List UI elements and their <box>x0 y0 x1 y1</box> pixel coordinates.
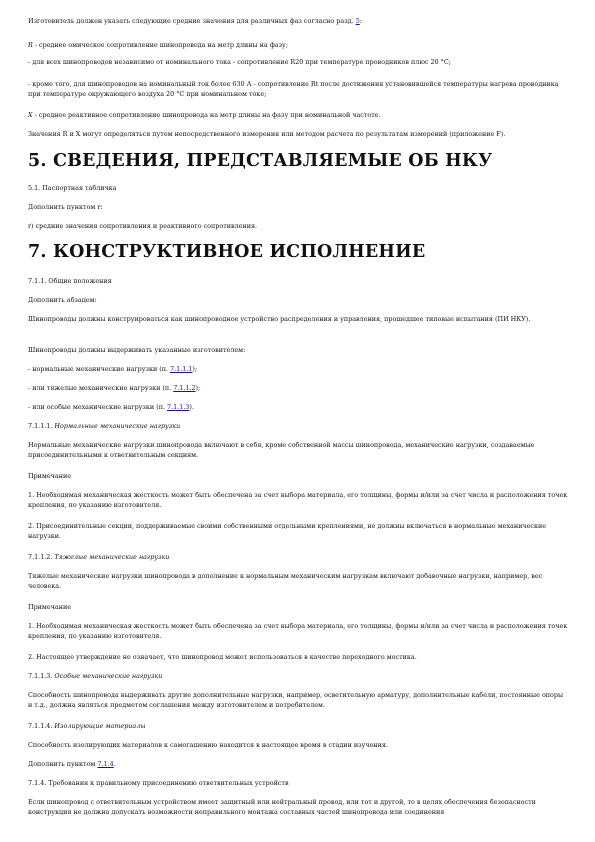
rx-values-paragraph: Значения R и X могут определяться путем непосредственного измерения или методом расчета по результатам измерений (приложение F). <box>28 130 506 138</box>
supplement-paragraph: Дополнить абзацем: <box>28 296 97 304</box>
intro-paragraph: Изготовитель должен указать следующие средние значения для различных фаз согласно разд. 5: <box>28 17 362 25</box>
clause-7-1-1-1-title: 7.1.1.1. Нормальные механические нагрузки <box>28 422 181 430</box>
r20-paragraph: - для всех шинопроводов независимо от номинального тока - сопротивление R20 при температуре проводников плюс 20 °С; <box>28 58 451 66</box>
insulating-materials-paragraph: Способность изолирующих материалов к самогашению находится в настоящее время в стадии изучения. <box>28 741 388 749</box>
clause-7-1-1-3-title: 7.1.1.3. Особые механические нагрузки <box>28 672 163 680</box>
clause-7-1-1-1-link[interactable]: 7.1.1.1 <box>170 365 193 373</box>
rt-paragraph: - кроме того, для шинопроводов на номинальный ток более 630 А - сопротивление Rt после достижения установившейся температуры нагрева проводника при температуре окружающего воздуха 20 °С при номинальном токе; <box>28 80 559 98</box>
note-1-rigidity: 1. Необходимая механическая жесткость может быть обеспечена за счет выбора материала, его толщины, формы и/или за счет числа и расположения точек крепления, по указанию изготовителя. <box>28 491 568 509</box>
section-5-link[interactable]: 5 <box>355 17 360 25</box>
note-2-connection-sections: 2. Присоединительные секции, поддерживаемые своими собственными отдельными креплениями, не должны включаться в нормальные механические нагрузки. <box>28 522 547 540</box>
clause-7-1-1-4-title: 7.1.1.4. Изолирующие материалы <box>28 722 146 730</box>
special-loads-item: - или особые механические нагрузки (п. 7.1.1.3). <box>28 403 194 411</box>
special-loads-paragraph: Способность шинопровода выдерживать другие дополнительные нагрузки, например, осветительную арматуру, дополнительные кабели, постоянные опоры и т.д., должна являться предметом соглашения между изготовителем и потребителем. <box>28 691 564 709</box>
tap-off-requirements-paragraph: Если шинопровод с ответвительным устройством имеет защитный или нейтральный провод, или тот и другой, то в целях обеспечения безопасности конструкция не должна допускать возможности неправильного монтажа составных частей шинопровода или соединения <box>28 798 536 816</box>
section-7-heading: 7. КОНСТРУКТИВНОЕ ИСПОЛНЕНИЕ <box>28 242 426 262</box>
item-r: r) средние значения сопротивления и реактивного сопротивления. <box>28 222 258 230</box>
note-1-rigidity-2: 1. Необходимая механическая жесткость может быть обеспечена за счет выбора материала, его толщины, формы и/или за счет числа и расположения точек крепления, по указанию изготовителя. <box>28 622 568 640</box>
busway-loads-intro: Шинопроводы должны выдерживать указанные изготовителем: <box>28 346 246 354</box>
normal-loads-paragraph: Нормальные механические нагрузки шинопровода включают в себя, кроме собственной массы шинопровода, механические нагрузки, создаваемые присоединительными к ответвительным секциям. <box>28 441 535 459</box>
supplement-7-1-4: Дополнить пунктом 7.1.4. <box>28 760 116 768</box>
section-5-heading: 5. СВЕДЕНИЯ, ПРЕДСТАВЛЯЕМЫЕ ОБ НКУ <box>28 151 493 171</box>
r-definition: R - среднее омическое сопротивление шинопровода на метр длины на фазу; <box>28 41 288 49</box>
clause-7-1-4-link[interactable]: 7.1.4 <box>97 760 114 768</box>
note-label-2: Примечание <box>28 603 72 611</box>
note-2-not-a-walkway: 2. Настоящее утверждение не означает, что шинопровод может использоваться в качестве переходного мостика. <box>28 653 417 661</box>
clause-7-1-1-3-link[interactable]: 7.1.1.3 <box>167 403 190 411</box>
normal-loads-item: - нормальные механические нагрузки (п. 7.1.1.1); <box>28 365 198 373</box>
clause-7-1-1: 7.1.1. Общие положения <box>28 277 112 285</box>
x-definition: X - среднее реактивное сопротивление шинопровода на метр длины на фазу при номинальной частоте. <box>28 111 381 119</box>
clause-7-1-1-2-title: 7.1.1.2. Тяжелые механические нагрузки <box>28 553 170 561</box>
supplement-r: Дополнить пунктом r: <box>28 203 103 211</box>
heavy-loads-item: - или тяжелые механические нагрузки (п. 7.1.1.2); <box>28 384 201 392</box>
heavy-loads-paragraph: Тяжелые механические нагрузки шинопровода в дополнение к нормальным механическим нагрузкам включают добавочные нагрузки, например, вес человека. <box>28 572 543 590</box>
clause-7-1-1-2-link[interactable]: 7.1.1.2 <box>173 384 196 392</box>
note-label-1: Примечание <box>28 472 72 480</box>
busway-construction-paragraph: Шинопроводы должны конструироваться как шинопроводное устройство распределения и управления, прошедшее типовые испытания (ПИ НКУ). <box>28 315 531 323</box>
clause-7-1-4-title: 7.1.4. Требования к правильному присоединению ответвительных устройств <box>28 779 289 787</box>
nameplate-clause: 5.1. Паспортная табличка <box>28 184 117 192</box>
